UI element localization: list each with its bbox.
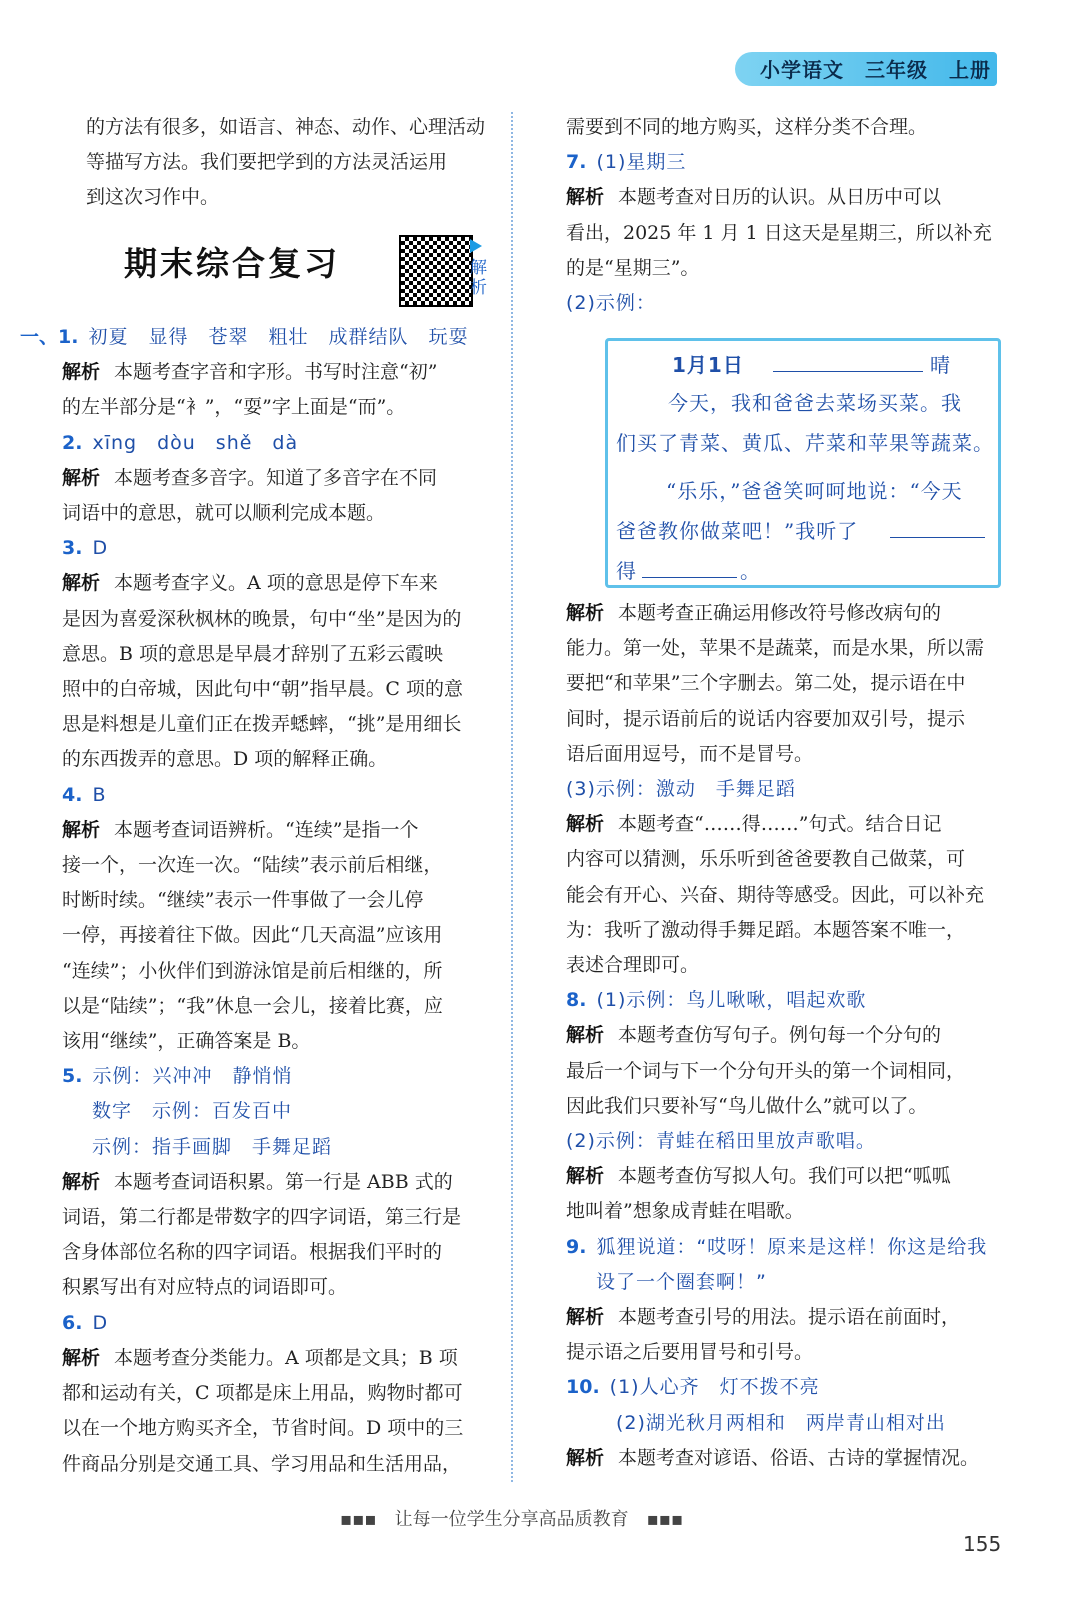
question-line — [566, 1370, 1002, 1405]
analysis-text: 本题考查字义。A 项的意思是停下车来 — [114, 572, 438, 595]
question-line — [62, 1059, 494, 1094]
analysis-text: 本题考查词语辨析。“连续”是指一个 — [114, 818, 419, 841]
text-line: 为：我听了激动得手舞足蹈。本题答案不唯一， — [566, 918, 966, 941]
qr-label-text: 解析 — [470, 258, 487, 298]
diary-line-2: 们买了青菜、黄瓜、芹菜和苹果等蔬菜。 — [616, 431, 994, 455]
text-line: 最后一个词与下一个分句开头的第一个词相同， — [566, 1059, 966, 1082]
analysis-tag: 解析 — [62, 361, 101, 384]
text-line: 积累写出有对应特点的词语即可。 — [62, 1276, 348, 1299]
question-number: 9. — [566, 1235, 587, 1258]
analysis-text: 本题考查分类能力。A 项都是文具；B 项 — [114, 1346, 458, 1369]
analysis-tag: 解析 — [62, 1170, 101, 1193]
answer-text: (1)星期三 — [596, 151, 687, 174]
answer-text: D — [92, 1311, 109, 1334]
analysis-text: 本题考查仿写句子。例句每一个分句的 — [618, 1024, 942, 1047]
text-line: 表述合理即可。 — [566, 954, 700, 977]
question-number: 一、1. — [20, 326, 79, 348]
answer-text: 示例：兴冲冲 静悄悄 — [92, 1065, 293, 1088]
answer-text: 狐狸说道：“哎呀！原来是这样！你这是给我 — [596, 1235, 988, 1258]
question-line — [566, 983, 1002, 1018]
analysis-tag: 解析 — [566, 1306, 605, 1329]
left-column-body — [20, 320, 494, 1482]
analysis-tag: 解析 — [62, 572, 101, 595]
text-line: 该用“继续”，正确答案是 B。 — [62, 1030, 311, 1053]
column-divider — [511, 112, 513, 1482]
answer-text: B — [92, 783, 107, 806]
question-number: 6. — [62, 1311, 83, 1334]
question-line — [62, 778, 494, 813]
diary-blank — [773, 371, 923, 372]
text-line: 件商品分别是交通工具、学习用品和生活用品， — [62, 1452, 462, 1475]
text-line: 的东西拨弄的意思。D 项的解释正确。 — [62, 748, 388, 771]
analysis-line — [62, 813, 494, 848]
question-number: 5. — [62, 1065, 83, 1088]
text-line: (2)示例：青蛙在稻田里放声歌唱。 — [566, 1130, 876, 1153]
header-label: 小学语文 三年级 上册 — [760, 58, 991, 82]
analysis-line — [566, 180, 1002, 215]
right-column-body — [566, 596, 1002, 1476]
analysis-line — [62, 1341, 494, 1376]
analysis-line — [566, 1159, 1002, 1194]
play-icon — [470, 239, 482, 253]
answer-text: (1)人心齐 灯不拨不亮 — [609, 1376, 820, 1399]
text-line: 的左半部分是“衤”，“耍”字上面是“而”。 — [62, 396, 406, 419]
diary-date: 1月1日 — [672, 353, 744, 377]
text-line: 都和运动有关，C 项都是床上用品，购物时都可 — [62, 1382, 463, 1405]
diary-line-3: “乐乐，”爸爸笑呵呵地说：“今天 — [666, 479, 963, 503]
question-number: 8. — [566, 989, 587, 1012]
answer-text: D — [92, 537, 109, 560]
text-line: 词语，第二行都是带数字的四字词语，第三行是 — [62, 1206, 462, 1229]
text-line: 语后面用逗号，而不是冒号。 — [566, 742, 814, 765]
text-line: 能会有开心、兴奋、期待等感受。因此，可以补充 — [566, 883, 985, 906]
text-line: 能力。第一处，苹果不是蔬菜，而是水果，所以需 — [566, 637, 985, 660]
analysis-line — [62, 566, 494, 601]
analysis-tag: 解析 — [62, 466, 101, 489]
text-line: “连续”；小伙伴们到游泳馆是前后相继的，所 — [62, 959, 443, 982]
text-line: 提示语之后要用冒号和引号。 — [566, 1341, 814, 1364]
analysis-text: 本题考查字音和字形。书写时注意“初” — [114, 361, 438, 384]
analysis-text: 本题考查对日历的认识。从日历中可以 — [618, 186, 942, 209]
question-line — [566, 145, 1002, 180]
text-line: 需要到不同的地方购买，这样分类不合理。 — [566, 116, 928, 138]
answer-text: xīng dòu shě dà — [92, 431, 299, 454]
text-line: 等描写方法。我们要把学到的方法灵活运用 — [86, 151, 448, 174]
text-line: 是因为喜爱深秋枫林的晚景，句中“坐”是因为的 — [62, 607, 462, 630]
question-number: 2. — [62, 431, 83, 454]
text-line: 词语中的意思，就可以顺利完成本题。 — [62, 502, 386, 525]
text-line: 一停，再接着往下做。因此“几天高温”应该用 — [62, 924, 443, 947]
text-line: 示例：指手画脚 手舞足蹈 — [92, 1135, 333, 1158]
diary-line-1: 今天，我和爸爸去菜场买菜。我 — [668, 391, 962, 415]
text-line: 以在一个地方购买齐全，节省时间。D 项中的三 — [62, 1417, 464, 1440]
analysis-text: 本题考查“……得……”句式。结合日记 — [618, 813, 942, 836]
diary-blank — [890, 537, 985, 538]
text-line: 意思。B 项的意思是早晨才辞别了五彩云霞映 — [62, 642, 444, 665]
text-line: 内容可以猜测，乐乐听到爸爸要教自己做菜，可 — [566, 848, 966, 871]
text-line: 地叫着”想象成青蛙在唱歌。 — [566, 1200, 804, 1223]
analysis-text: 本题考查词语积累。第一行是 ABB 式的 — [114, 1170, 453, 1193]
left-column-top — [62, 110, 494, 216]
text-line: 以是“陆续”；“我”休息一会儿，接着比赛，应 — [62, 994, 443, 1017]
analysis-tag: 解析 — [566, 1024, 605, 1047]
footer-slogan: ▪▪▪ 让每一位学生分享高品质教育 ▪▪▪ — [340, 1509, 684, 1530]
analysis-tag: 解析 — [566, 186, 605, 209]
analysis-tag: 解析 — [566, 602, 605, 624]
question-number: 7. — [566, 151, 587, 174]
analysis-line — [566, 1441, 1002, 1476]
text-line: 的是“星期三”。 — [566, 256, 700, 279]
analysis-line — [566, 807, 1002, 842]
diary-line-5-end: 。 — [740, 559, 761, 583]
text-line: 含身体部位名称的四字词语。根据我们平时的 — [62, 1241, 443, 1264]
right-column-top — [566, 110, 1002, 321]
text-line: 要把“和苹果”三个字删去。第二处，提示语在中 — [566, 672, 966, 695]
text-line: 思是料想是儿童们正在拨弄蟋蟀，“挑”是用细长 — [62, 713, 462, 736]
text-line: 的方法有很多，如语言、神态、动作、心理活动 — [86, 116, 486, 138]
analysis-line — [566, 1018, 1002, 1053]
diary-line-4: 爸爸教你做菜吧！”我听了 — [616, 519, 859, 543]
text-line: 时断时续。“继续”表示一件事做了一会儿停 — [62, 889, 424, 912]
analysis-tag: 解析 — [566, 1446, 605, 1469]
question-line — [20, 320, 494, 355]
text-line: (2)示例： — [566, 292, 656, 315]
answer-text: (1)示例：鸟儿啾啾，唱起欢歌 — [596, 989, 867, 1012]
question-number: 3. — [62, 537, 83, 560]
text-line: 设了一个圈套啊！” — [596, 1270, 767, 1293]
analysis-line — [62, 1165, 494, 1200]
qr-label — [470, 238, 492, 298]
analysis-text: 本题考查对谚语、俗语、古诗的掌握情况。 — [618, 1446, 980, 1469]
question-line — [62, 1306, 494, 1341]
answer-text: 初夏 显得 苍翠 粗壮 成群结队 玩耍 — [88, 326, 469, 348]
analysis-text: 本题考查引号的用法。提示语在前面时， — [618, 1306, 961, 1329]
page-number: 155 — [963, 1532, 1002, 1556]
question-line — [62, 531, 494, 566]
question-line — [566, 1230, 1002, 1265]
analysis-line — [62, 355, 494, 390]
analysis-line — [566, 596, 1002, 631]
question-number: 10. — [566, 1376, 600, 1399]
text-line: 因此我们只要补写“鸟儿做什么”就可以了。 — [566, 1094, 928, 1117]
text-line: 到这次习作中。 — [86, 186, 220, 209]
text-line: 看出，2025 年 1 月 1 日这天是星期三，所以补充 — [566, 221, 992, 244]
analysis-tag: 解析 — [566, 813, 605, 836]
diary-box — [605, 338, 1001, 588]
text-line: 接一个，一次连一次。“陆续”表示前后相继， — [62, 854, 443, 877]
text-line: 数字 示例：百发百中 — [92, 1100, 293, 1123]
analysis-line — [62, 461, 494, 496]
analysis-text: 本题考查正确运用修改符号修改病句的 — [618, 602, 942, 624]
analysis-text: 本题考查多音字。知道了多音字在不同 — [114, 466, 438, 489]
analysis-text: 本题考查仿写拟人句。我们可以把“呱呱 — [618, 1165, 951, 1188]
section-title: 期末综合复习 — [124, 244, 340, 283]
qr-code-icon[interactable] — [399, 235, 473, 307]
analysis-line — [566, 1300, 1002, 1335]
text-line: 间时，提示语前后的说话内容要加双引号，提示 — [566, 707, 966, 730]
question-number: 4. — [62, 783, 83, 806]
text-line: (3)示例：激动 手舞足蹈 — [566, 778, 796, 801]
diary-line-5: 得 — [616, 559, 637, 583]
diary-weather: 晴 — [930, 353, 951, 377]
question-line — [62, 426, 494, 461]
text-line: 照中的白帝城，因此句中“朝”指早晨。C 项的意 — [62, 678, 464, 701]
analysis-tag: 解析 — [62, 1346, 101, 1369]
diary-blank — [642, 577, 737, 578]
text-line: (2)湖光秋月两相和 两岸青山相对出 — [616, 1411, 946, 1434]
analysis-tag: 解析 — [566, 1165, 605, 1188]
analysis-tag: 解析 — [62, 818, 101, 841]
